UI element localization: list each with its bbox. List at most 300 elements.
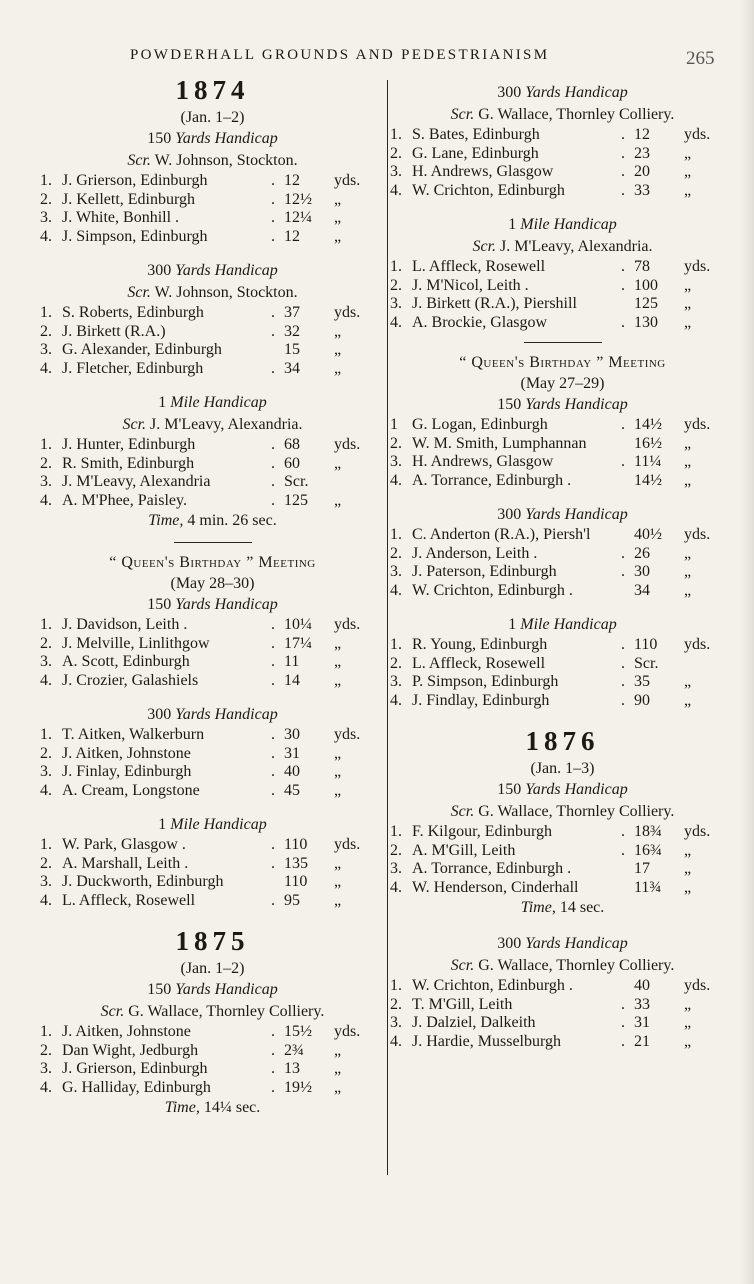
runner-name: J. Anderson, Leith .: [412, 544, 538, 562]
leader-dot: .: [271, 190, 275, 208]
runner-name: S. Bates, Edinburgh: [412, 126, 540, 143]
handicap-mark: 68: [284, 436, 300, 453]
result-row: [40, 782, 385, 801]
result-row: [390, 879, 735, 898]
result-row: [40, 228, 385, 247]
leader-dot: .: [621, 673, 625, 690]
handicap-unit: „: [334, 1041, 342, 1059]
leader-dot: .: [271, 454, 275, 472]
leader-dot: [262, 873, 284, 892]
event-distance: 150: [147, 981, 172, 998]
scratch-runner: J. M'Leavy, Alexandria.: [150, 416, 303, 433]
event-kind: Mile Handicap: [170, 394, 267, 411]
result-row: [40, 653, 385, 672]
leader-dot: .: [271, 763, 275, 780]
result-row: [390, 314, 735, 333]
scratch-line: [390, 955, 735, 977]
leader-dot: .: [621, 126, 625, 143]
handicap-unit: „: [684, 673, 692, 690]
handicap-unit: „: [684, 163, 692, 180]
place-number: 4.: [40, 781, 52, 799]
result-row: [390, 692, 735, 711]
handicap-unit: „: [684, 860, 692, 877]
event-kind: Yards Handicap: [525, 84, 628, 101]
handicap-unit: „: [684, 434, 692, 452]
time-value: 4 min. 26 sec.: [187, 512, 277, 529]
handicap-mark: 15½: [284, 1023, 312, 1040]
place-number: 4.: [40, 491, 52, 509]
handicap-mark: 45: [284, 781, 300, 799]
scratch-prefix: Scr.: [127, 152, 151, 169]
leader-dot: .: [271, 1041, 275, 1059]
leader-dot: .: [271, 891, 275, 909]
leader-dot: .: [271, 359, 275, 377]
leader-dot: .: [621, 144, 625, 162]
result-row: [40, 855, 385, 874]
meeting-dates: (Jan. 1–3): [530, 760, 595, 777]
event-distance: 1: [508, 216, 517, 233]
result-row: [390, 860, 735, 879]
place-number: 4.: [40, 359, 52, 377]
leader-dot: .: [621, 636, 625, 653]
handicap-mark: 16½: [634, 434, 662, 452]
place-number: 2.: [40, 190, 52, 208]
spacer: [40, 246, 385, 260]
event-title: [390, 614, 735, 636]
place-number: 3.: [390, 1014, 402, 1031]
handicap-unit: „: [684, 1032, 692, 1050]
handicap-mark: 31: [284, 744, 300, 762]
handicap-unit: yds.: [684, 977, 711, 994]
event-kind: Yards Handicap: [175, 130, 278, 147]
handicap-unit: „: [684, 471, 692, 489]
result-row: [40, 892, 385, 911]
event-title: [390, 504, 735, 526]
runner-name: J. Hunter, Edinburgh: [62, 436, 196, 453]
event-title: [390, 82, 735, 104]
place-number: 1: [390, 416, 398, 433]
handicap-mark: 12: [284, 227, 300, 245]
place-number: 3.: [40, 1060, 52, 1077]
place-number: 2.: [390, 144, 402, 162]
handicap-unit: „: [684, 544, 692, 562]
result-row: [40, 455, 385, 474]
leader-dot: .: [271, 209, 275, 226]
handicap-unit: „: [334, 671, 342, 689]
year-heading: 1874: [175, 75, 250, 105]
scratch-runner: G. Wallace, Thornley Colliery.: [478, 803, 675, 820]
handicap-mark: 12¼: [284, 209, 312, 226]
runner-name: R. Young, Edinburgh: [412, 636, 548, 653]
handicap-unit: yds.: [334, 1023, 361, 1040]
runner-name: T. M'Gill, Leith: [412, 995, 513, 1013]
handicap-mark: 10¼: [284, 616, 312, 633]
handicap-unit: „: [334, 854, 342, 872]
handicap-unit: yds.: [684, 416, 711, 433]
handicap-unit: [334, 473, 382, 492]
place-number: 2.: [390, 276, 402, 294]
handicap-unit: „: [334, 190, 342, 208]
runner-name: J. Davidson, Leith .: [62, 616, 188, 633]
spacer: [390, 919, 735, 933]
result-row: [40, 616, 385, 635]
leader-dot: [612, 526, 634, 545]
spacer: [40, 690, 385, 704]
runner-name: H. Andrews, Glasgow: [412, 163, 554, 180]
place-number: 1.: [390, 823, 402, 840]
leader-dot: .: [621, 563, 625, 580]
runner-name: G. Halliday, Edinburgh: [62, 1078, 211, 1096]
handicap-mark: 12: [634, 126, 650, 143]
runner-name: J. Duckworth, Edinburgh: [62, 873, 224, 890]
spacer: [390, 600, 735, 614]
leader-dot: [612, 295, 634, 314]
handicap-unit: „: [334, 491, 342, 509]
runner-name: G. Lane, Edinburgh: [412, 144, 539, 162]
running-title: POWDERHALL GROUNDS AND PEDESTRIANISM: [130, 47, 550, 63]
runner-name: A. Torrance, Edinburgh .: [412, 471, 572, 489]
place-number: 4.: [390, 1032, 402, 1050]
runner-name: J. Hardie, Musselburgh: [412, 1032, 562, 1050]
runner-name: A. Torrance, Edinburgh .: [412, 860, 572, 877]
handicap-unit: „: [684, 878, 692, 896]
event-distance: 150: [147, 596, 172, 613]
runner-name: R. Smith, Edinburgh: [62, 454, 195, 472]
event-kind: Yards Handicap: [525, 506, 628, 523]
column-divider: [387, 80, 388, 1175]
section-rule: [524, 342, 602, 343]
runner-name: L. Affleck, Rosewell: [412, 654, 546, 672]
winning-time: [40, 510, 385, 532]
result-row: [40, 191, 385, 210]
meeting-title: [40, 553, 385, 573]
handicap-mark: 125: [284, 491, 308, 509]
event-distance: 150: [497, 396, 522, 413]
event-title: [40, 260, 385, 282]
spacer: [40, 910, 385, 924]
result-row: [40, 360, 385, 379]
leader-dot: .: [271, 744, 275, 762]
spacer: [40, 800, 385, 814]
result-row: [40, 672, 385, 691]
event-distance: 150: [147, 130, 172, 147]
leader-dot: [262, 341, 284, 360]
leader-dot: .: [271, 227, 275, 245]
leader-dot: .: [271, 1078, 275, 1096]
event-distance: 150: [497, 781, 522, 798]
handicap-unit: „: [684, 691, 692, 709]
place-number: 4.: [390, 878, 402, 896]
result-row: [390, 673, 735, 692]
event-title: [40, 704, 385, 726]
handicap-unit: yds.: [334, 616, 361, 633]
runner-name: F. Kilgour, Edinburgh: [412, 823, 553, 840]
runner-name: C. Anderton (R.A.), Piersh'l: [412, 526, 591, 543]
result-row: [40, 726, 385, 745]
leader-dot: .: [621, 181, 625, 199]
handicap-unit: „: [684, 995, 692, 1013]
scratch-line: [390, 236, 735, 258]
winning-time: [390, 897, 735, 919]
scratch-line: [390, 801, 735, 823]
handicap-mark: 37: [284, 304, 300, 321]
handicap-mark: 11¼: [634, 453, 662, 470]
place-number: 2.: [390, 654, 402, 672]
handicap-unit: „: [334, 1078, 342, 1096]
result-row: [390, 145, 735, 164]
event-kind: Yards Handicap: [175, 596, 278, 613]
event-title: [390, 394, 735, 416]
place-number: 2.: [40, 1041, 52, 1059]
result-row: [40, 635, 385, 654]
handicap-mark: 60: [284, 454, 300, 472]
event-kind: Mile Handicap: [520, 616, 617, 633]
handicap-unit: „: [334, 634, 342, 652]
result-row: [390, 182, 735, 201]
year-heading: 1875: [175, 926, 250, 956]
leader-dot: .: [271, 436, 275, 453]
result-row: [390, 996, 735, 1015]
handicap-mark: Scr.: [284, 473, 309, 490]
time-value: 14 sec.: [559, 899, 605, 916]
result-row: [390, 295, 735, 314]
leader-dot: .: [271, 473, 275, 490]
scratch-runner: G. Wallace, Thornley Colliery.: [478, 106, 675, 123]
place-number: 4.: [390, 181, 402, 199]
handicap-unit: „: [334, 873, 342, 890]
result-row: [390, 545, 735, 564]
handicap-unit: „: [334, 227, 342, 245]
handicap-unit: „: [334, 454, 342, 472]
runner-name: J. Finlay, Edinburgh: [62, 763, 192, 780]
event-distance: 300: [497, 506, 522, 523]
handicap-unit: „: [334, 744, 342, 762]
event-title: [40, 979, 385, 1001]
place-number: 1.: [390, 636, 402, 653]
place-number: 1.: [40, 172, 52, 189]
handicap-mark: 130: [634, 313, 658, 331]
scratch-prefix: Scr.: [450, 957, 475, 974]
scratch-prefix: Scr.: [450, 106, 475, 123]
leader-dot: .: [271, 322, 275, 340]
handicap-unit: „: [684, 276, 692, 294]
runner-name: A. Marshall, Leith .: [62, 854, 189, 872]
handicap-unit: yds.: [334, 436, 361, 453]
result-row: [40, 341, 385, 360]
event-kind: Yards Handicap: [525, 396, 628, 413]
page-edge-shadow: [740, 0, 754, 1284]
time-label: Time,: [164, 1099, 200, 1116]
runner-name: J. Aitken, Johnstone: [62, 1023, 191, 1040]
place-number: 2.: [390, 434, 402, 452]
handicap-unit: „: [684, 295, 692, 312]
result-row: [390, 453, 735, 472]
place-number: 3.: [40, 341, 52, 358]
result-row: [390, 655, 735, 674]
handicap-mark: 78: [634, 258, 650, 275]
runner-name: J. Grierson, Edinburgh: [62, 1060, 208, 1077]
handicap-unit: yds.: [684, 526, 711, 543]
place-number: 3.: [390, 860, 402, 877]
runner-name: L. Affleck, Rosewell: [412, 258, 546, 275]
scratch-runner: W. Johnson, Stockton.: [154, 284, 298, 301]
place-number: 4.: [390, 313, 402, 331]
result-row: [390, 1014, 735, 1033]
result-row: [390, 472, 735, 491]
scratch-prefix: Scr.: [122, 416, 147, 433]
handicap-unit: yds.: [334, 836, 361, 853]
handicap-unit: yds.: [684, 823, 711, 840]
place-number: 1.: [390, 526, 402, 543]
event-title: [390, 933, 735, 955]
handicap-unit: „: [684, 581, 692, 599]
runner-name: J. Birkett (R.A.): [62, 322, 166, 340]
winning-time: [40, 1097, 385, 1119]
place-number: 3.: [40, 653, 52, 670]
event-kind: Yards Handicap: [175, 981, 278, 998]
runner-name: J. Simpson, Edinburgh: [62, 227, 208, 245]
handicap-mark: 14: [284, 671, 300, 689]
leader-dot: .: [271, 1060, 275, 1077]
left-column: [40, 73, 385, 1119]
leader-dot: .: [271, 781, 275, 799]
runner-name: J. Paterson, Edinburgh: [412, 563, 557, 580]
runner-name: A. M'Phee, Paisley.: [62, 491, 187, 509]
place-number: 2.: [40, 322, 52, 340]
event-title: [390, 214, 735, 236]
leader-dot: .: [271, 1023, 275, 1040]
meeting-name: “ Queen's Birthday ” Meeting: [459, 354, 666, 371]
leader-dot: .: [271, 854, 275, 872]
runner-name: J. Findlay, Edinburgh: [412, 691, 550, 709]
place-number: 1.: [40, 304, 52, 321]
handicap-mark: 21: [634, 1032, 650, 1050]
result-row: [40, 1042, 385, 1061]
handicap-unit: „: [334, 1060, 342, 1077]
result-row: [390, 526, 735, 545]
handicap-mark: 12½: [284, 190, 312, 208]
event-distance: 1: [158, 394, 167, 411]
result-row: [40, 763, 385, 782]
runner-name: G. Alexander, Edinburgh: [62, 341, 222, 358]
section-rule: [174, 542, 252, 543]
handicap-mark: 15: [284, 341, 300, 358]
leader-dot: .: [271, 653, 275, 670]
result-row: [40, 1060, 385, 1079]
leader-dot: .: [621, 1032, 625, 1050]
scratch-line: [40, 150, 385, 172]
leader-dot: [612, 977, 634, 996]
handicap-mark: 11¾: [634, 878, 662, 896]
place-number: 3.: [40, 209, 52, 226]
meeting-dates: (Jan. 1–2): [180, 109, 245, 126]
place-number: 2.: [390, 841, 402, 859]
result-row: [390, 258, 735, 277]
place-number: 2.: [40, 744, 52, 762]
time-value: 14¼ sec.: [203, 1099, 261, 1116]
place-number: 4.: [40, 1078, 52, 1096]
handicap-mark: 34: [284, 359, 300, 377]
handicap-unit: [684, 655, 732, 674]
result-row: [40, 836, 385, 855]
place-number: 4.: [40, 671, 52, 689]
handicap-mark: 100: [634, 276, 658, 294]
runner-name: J. M'Nicol, Leith .: [412, 276, 529, 294]
result-row: [390, 563, 735, 582]
handicap-unit: „: [684, 181, 692, 199]
meeting-dates: (May 27–29): [520, 375, 605, 392]
runner-name: A. Brockie, Glasgow: [412, 313, 548, 331]
runner-name: T. Aitken, Walkerburn: [62, 726, 205, 743]
meeting-dates: (Jan. 1–2): [180, 960, 245, 977]
result-row: [40, 1023, 385, 1042]
runner-name: A. Cream, Longstone: [62, 781, 200, 799]
handicap-unit: „: [334, 322, 342, 340]
runner-name: W. Crichton, Edinburgh: [412, 181, 565, 199]
leader-dot: .: [621, 313, 625, 331]
handicap-unit: „: [684, 144, 692, 162]
handicap-unit: „: [334, 891, 342, 909]
right-column: [390, 82, 735, 1051]
runner-name: W. Crichton, Edinburgh .: [412, 977, 573, 994]
handicap-mark: 32: [284, 322, 300, 340]
result-row: [40, 172, 385, 191]
place-number: 2.: [40, 634, 52, 652]
handicap-unit: „: [684, 453, 692, 470]
event-distance: 1: [508, 616, 517, 633]
place-number: 3.: [390, 295, 402, 312]
place-number: 3.: [390, 563, 402, 580]
result-row: [40, 323, 385, 342]
handicap-mark: 14½: [634, 471, 662, 489]
runner-name: A. Scott, Edinburgh: [62, 653, 190, 670]
event-distance: 1: [158, 816, 167, 833]
handicap-mark: 17¼: [284, 634, 312, 652]
leader-dot: [612, 860, 634, 879]
meeting-name: “ Queen's Birthday ” Meeting: [109, 554, 316, 571]
place-number: 2.: [390, 995, 402, 1013]
place-number: 2.: [40, 454, 52, 472]
handicap-mark: 30: [284, 726, 300, 743]
scratch-prefix: Scr.: [472, 238, 497, 255]
leader-dot: .: [271, 671, 275, 689]
place-number: 3.: [390, 673, 402, 690]
event-kind: Yards Handicap: [175, 262, 278, 279]
runner-name: J. White, Bonhill .: [62, 209, 180, 226]
handicap-mark: 125: [634, 295, 658, 312]
place-number: 4.: [390, 691, 402, 709]
leader-dot: .: [271, 634, 275, 652]
time-label: Time,: [148, 512, 184, 529]
spacer: [40, 378, 385, 392]
leader-dot: .: [271, 172, 275, 189]
result-row: [390, 977, 735, 996]
runner-name: J. Fletcher, Edinburgh: [62, 359, 204, 377]
handicap-unit: yds.: [684, 126, 711, 143]
leader-dot: .: [621, 258, 625, 275]
place-number: 4.: [390, 581, 402, 599]
handicap-mark: 110: [284, 836, 308, 853]
handicap-unit: „: [684, 1014, 692, 1031]
handicap-mark: 12: [284, 172, 300, 189]
result-row: [40, 304, 385, 323]
time-label: Time,: [520, 899, 556, 916]
page-number: 265: [686, 48, 715, 69]
event-title: [390, 779, 735, 801]
handicap-mark: 14½: [634, 416, 662, 433]
runner-name: J. M'Leavy, Alexandria: [62, 473, 211, 490]
result-row: [390, 582, 735, 601]
